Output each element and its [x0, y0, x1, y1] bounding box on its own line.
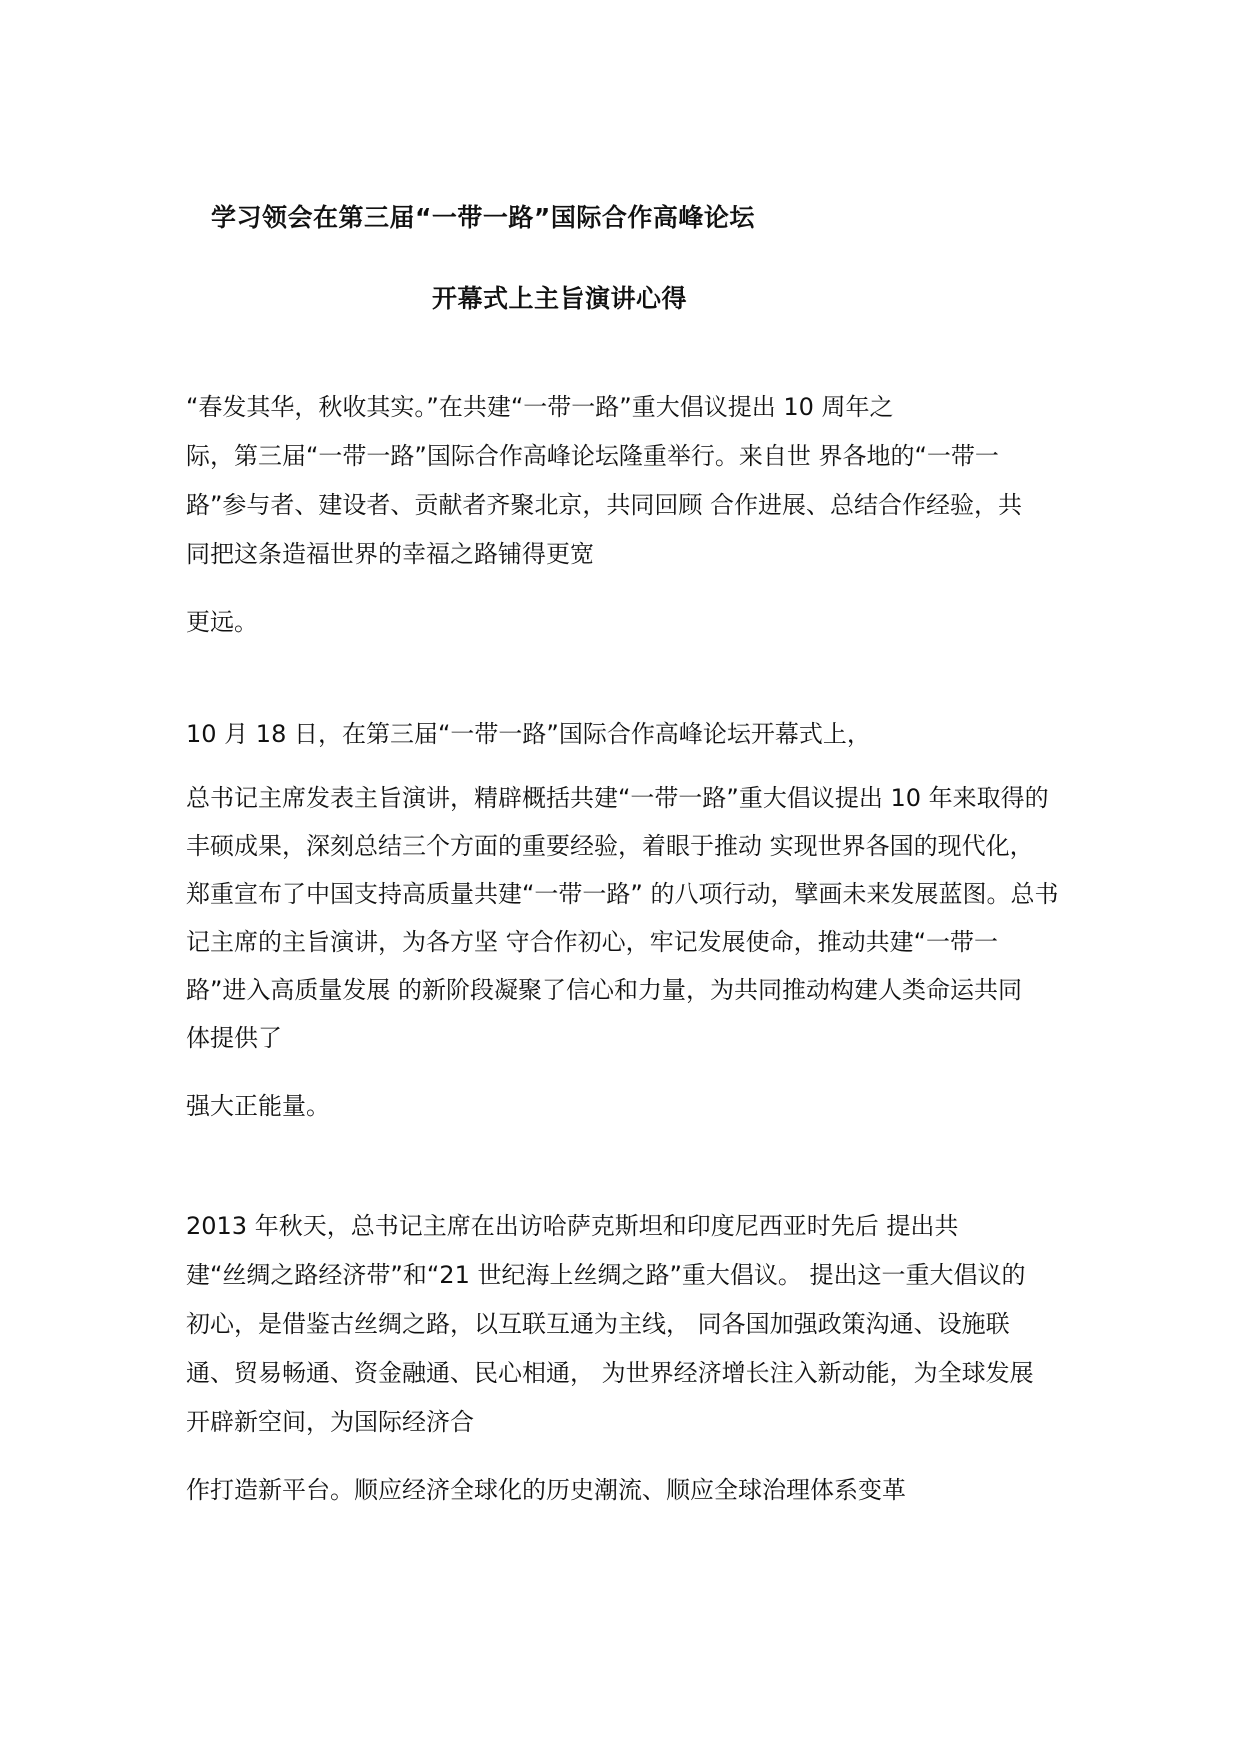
paragraph-2-line-3: 丰硕成果，深刻总结三个方面的重要经验，着眼于推动 实现世界各国的现代化，	[186, 832, 1034, 860]
document-title-line-2: 开幕式上主旨演讲心得	[432, 284, 688, 313]
document-title-line-1: 学习领会在第三届“一带一路”国际合作高峰论坛	[211, 203, 755, 232]
paragraph-1-line-4: 同把这条造福世界的幸福之路铺得更宽	[186, 540, 594, 568]
paragraph-1-line-5: 更远。	[186, 608, 258, 636]
paragraph-1-line-2: 际，第三届“一带一路”国际合作高峰论坛隆重举行。来自世 界各地的“一带一	[186, 442, 999, 470]
paragraph-2-line-4: 郑重宣布了中国支持高质量共建“一带一路” 的八项行动，擘画未来发展蓝图。总书	[186, 880, 1059, 908]
paragraph-2-line-5: 记主席的主旨演讲，为各方坚 守合作初心，牢记发展使命，推动共建“一带一	[186, 928, 999, 956]
paragraph-3-line-3: 初心，是借鉴古丝绸之路，以互联互通为主线， 同各国加强政策沟通、设施联	[186, 1310, 1010, 1338]
paragraph-1-line-3: 路”参与者、建设者、贡献者齐聚北京，共同回顾 合作进展、总结合作经验，共	[186, 491, 1023, 519]
paragraph-3-line-5: 开辟新空间，为国际经济合	[186, 1408, 474, 1436]
paragraph-2-line-7: 体提供了	[186, 1024, 282, 1052]
paragraph-2-line-1: 10 月 18 日，在第三届“一带一路”国际合作高峰论坛开幕式上，	[186, 720, 871, 748]
paragraph-2-line-2: 总书记主席发表主旨演讲，精辟概括共建“一带一路”重大倡议提出 10 年来取得的	[186, 784, 1049, 812]
paragraph-3-line-6: 作打造新平台。顺应经济全球化的历史潮流、顺应全球治理体系变革	[186, 1476, 906, 1504]
paragraph-3-line-4: 通、贸易畅通、资金融通、民心相通， 为世界经济增长注入新动能，为全球发展	[186, 1359, 1034, 1387]
paragraph-1-line-1: “春发其华，秋收其实。”在共建“一带一路”重大倡议提出 10 周年之	[186, 393, 894, 421]
paragraph-3-line-2: 建“丝绸之路经济带”和“21 世纪海上丝绸之路”重大倡议。 提出这一重大倡议的	[186, 1261, 1026, 1289]
paragraph-3-line-1: 2013 年秋天，总书记主席在出访哈萨克斯坦和印度尼西亚时先后 提出共	[186, 1212, 959, 1240]
paragraph-2-line-8: 强大正能量。	[186, 1092, 330, 1120]
paragraph-2-line-6: 路”进入高质量发展 的新阶段凝聚了信心和力量，为共同推动构建人类命运共同	[186, 976, 1023, 1004]
